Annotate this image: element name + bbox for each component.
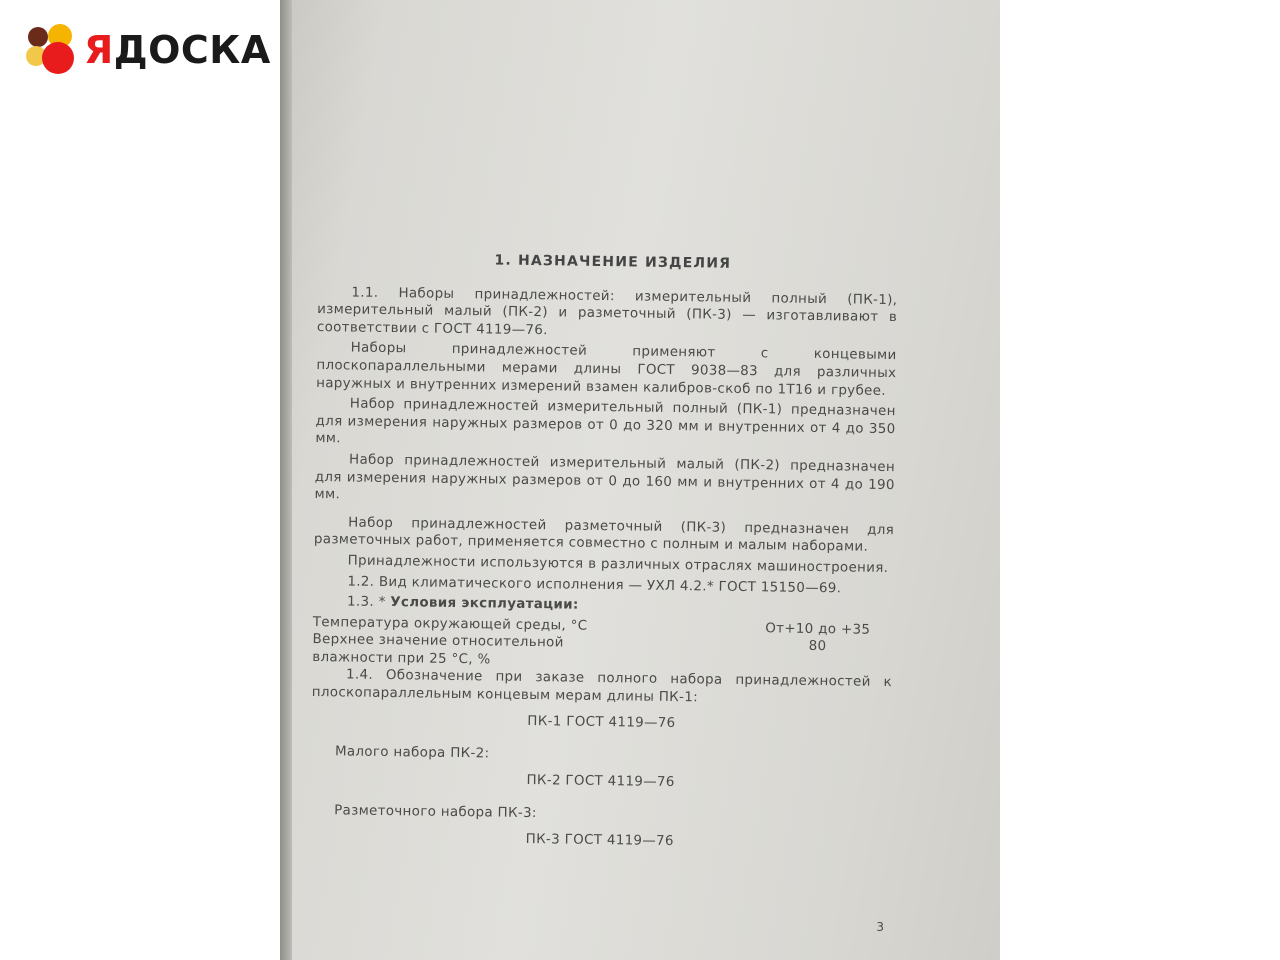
document-page [309,250,897,870]
logo-rest: ДОСКА [113,28,271,72]
site-logo[interactable] [26,24,271,76]
logo-ya: Я [84,28,114,72]
paragraph-industries: Принадлежности используются в различных отраслях машиностроения. [347,553,889,576]
paragraph-usage: Наборы принадлежностей применяют с концевыми плоскопараллельными мерами длины ГОСТ 9038—83 для различных наружных и внутренних измерений взамен калибров-скоб по 1Т16 и грубее. [316,340,897,399]
document-photo [280,0,1000,960]
operating-conditions-title: Условия эксплуатации: [390,595,579,613]
page-number: 3 [876,920,884,934]
designation-pk2: ПК-2 ГОСТ 4119—76 [526,772,675,790]
subheading-pk3: Разметочного набора ПК-3: [334,803,537,822]
humidity-label: Верхнее значение относительной влажности при 25 °С, % [312,632,564,668]
section-heading: 1. НАЗНАЧЕНИЕ ИЗДЕЛИЯ [494,252,732,272]
humidity-value: 80 [808,639,827,655]
paragraph-1-4: 1.4. Обозначение при заказе полного набора принадлежностей к плоскопараллельным концевым мерам длины ПК-1: [311,667,893,706]
temperature-value: От+10 до +35 [765,620,871,638]
subheading-pk2: Малого набора ПК-2: [334,744,490,762]
logo-dots-icon [26,24,78,76]
designation-pk1: ПК-1 ГОСТ 4119—76 [527,713,676,731]
designation-pk3: ПК-3 ГОСТ 4119—76 [525,831,674,850]
paragraph-pk3: Набор принадлежностей разметочный (ПК-3) предназначен для разметочных работ, применяется совместно с полным и малым наборами. [313,515,895,556]
paragraph-1-3-number: 1.3. * [346,594,391,611]
logo-wordmark [84,28,271,72]
paragraph-1-2: 1.2. Вид климатического исполнения — УХЛ 4.2.* ГОСТ 15150—69. [347,573,842,596]
paragraph-pk1: Набор принадлежностей измерительный полный (ПК-1) предназначен для измерения наружных размеров от 0 до 320 мм и внутренних от 4 до 350 мм. [315,396,896,447]
temperature-label: Температура окружающей среды, °С [312,614,588,634]
paragraph-pk2: Набор принадлежностей измерительный малый (ПК-2) предназначен для измерения наружных размеров от 0 до 160 мм и внутренних от 4 до 190 мм. [314,452,896,503]
paragraph-1-1: 1.1. Наборы принадлежностей: измерительный полный (ПК-1), измерительный малый (ПК-2) и разметочный (ПК-3) — изготавливают в соответствии с ГОСТ 4119—76. [316,285,898,338]
